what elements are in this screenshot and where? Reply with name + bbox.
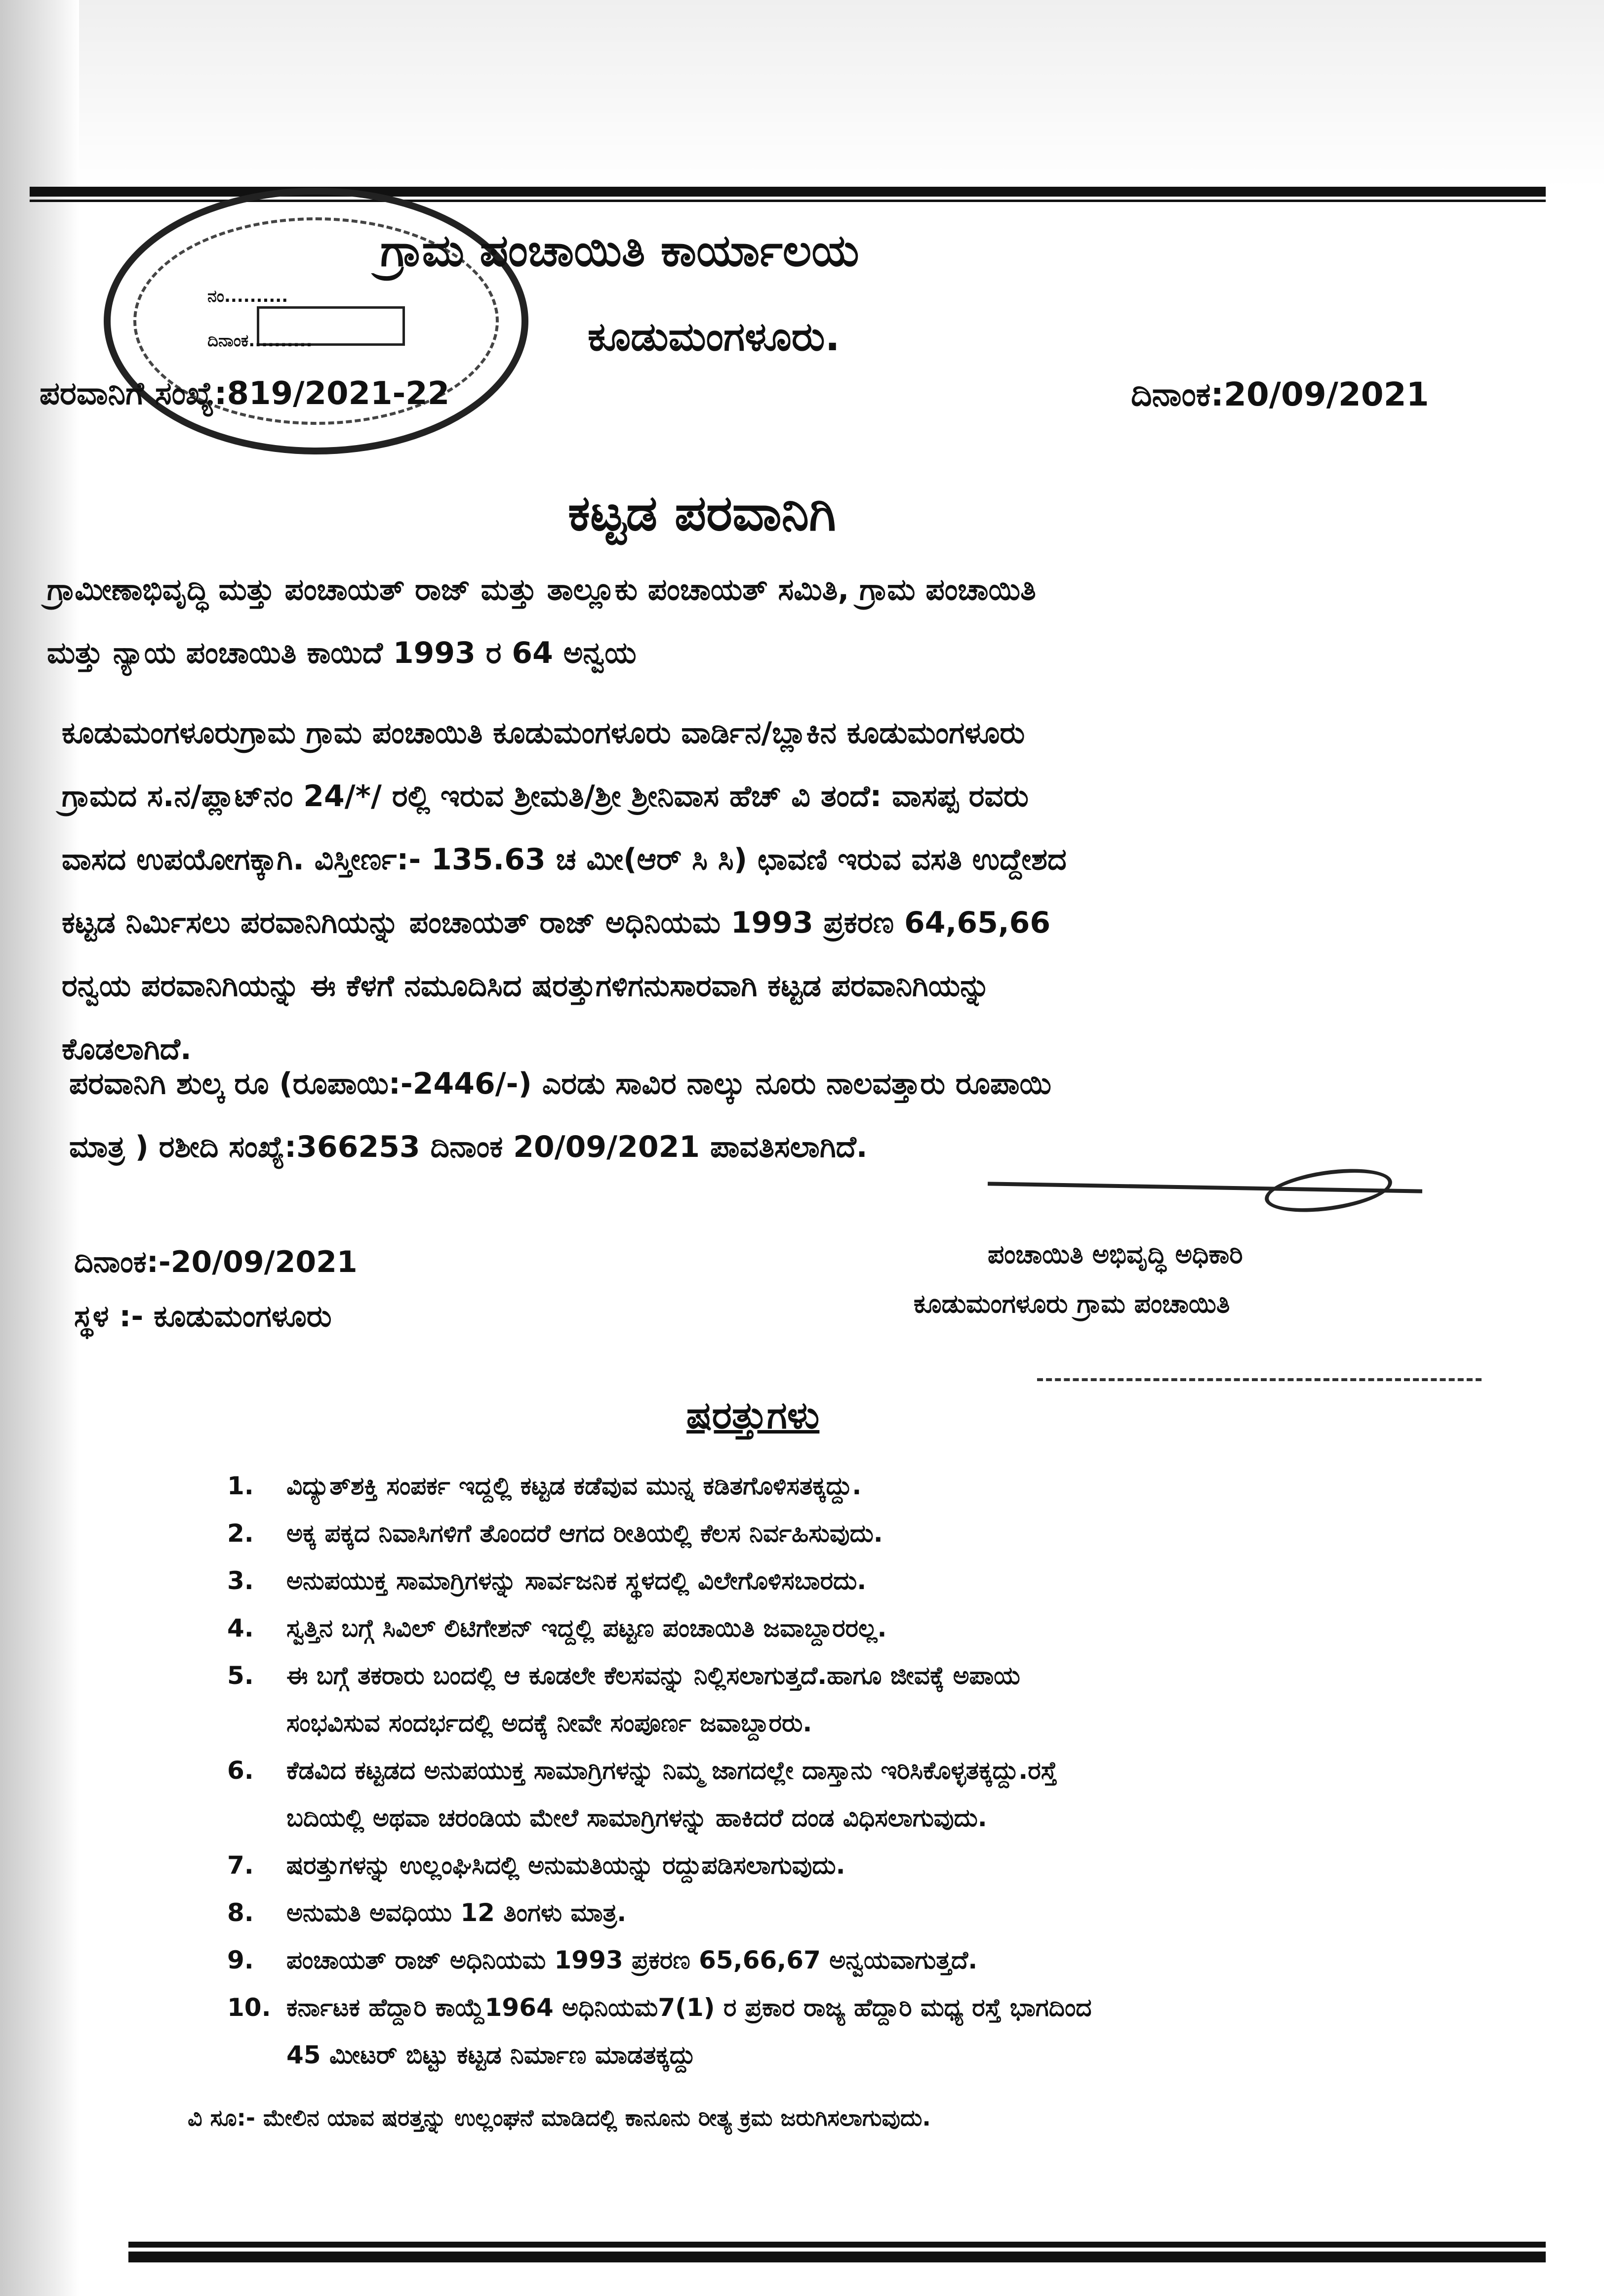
paragraph-line: ಕೂಡುಮಂಗಳೂರುಗ್ರಾಮ ಗ್ರಾಮ ಪಂಚಾಯಿತಿ ಕೂಡುಮಂಗಳೂರು ವಾರ್ಡಿನ/ಬ್ಲಾಕಿನ ಕೂಡುಮಂಗಳೂರು: [62, 716, 1025, 750]
condition-number: 7.: [227, 1851, 254, 1880]
condition-number: 8.: [227, 1898, 254, 1927]
seal-date-line: ದಿನಾಂಕ..........: [207, 331, 313, 351]
document-title: ಕಟ್ಟಡ ಪರವಾನಿಗಿ: [568, 484, 836, 542]
signature-dotted-line: [1037, 1378, 1482, 1381]
footer-date: ದಿನಾಂಕ:-20/09/2021: [74, 1245, 358, 1279]
condition-item: [227, 1889, 1092, 1936]
reference-number: ಪರವಾನಿಗೆ ಸಂಖ್ಯೆ:819/2021-22: [40, 375, 450, 412]
condition-text: ಅಕ್ಕ ಪಕ್ಕದ ನಿವಾಸಿಗಳಿಗೆ ತೊಂದರೆ ಆಗದ ರೀತಿಯಲ್ಲಿ ಕೆಲಸ ನಿರ್ವಹಿಸುವುದು.: [286, 1519, 883, 1548]
condition-item: [227, 1462, 1092, 1510]
paragraph-line: ವಾಸದ ಉಪಯೋಗಕ್ಕಾಗಿ. ವಿಸ್ತೀರ್ಣ:- 135.63 ಚ ಮೀ(ಆರ್ ಸಿ ಸಿ) ಛಾವಣಿ ಇರುವ ವಸತಿ ಉದ್ದೇಶದ: [62, 842, 1067, 877]
condition-item: [227, 1747, 1092, 1842]
paragraph-line: ಕಟ್ಟಡ ನಿರ್ಮಿಸಲು ಪರವಾನಿಗಿಯನ್ನು ಪಂಚಾಯತ್ ರಾಜ್ ಅಧಿನಿಯಮ 1993 ಪ್ರಕರಣ 64,65,66: [62, 905, 1051, 940]
issue-date: ದಿನಾಂಕ:20/09/2021: [1131, 375, 1429, 413]
paragraph-line: ಮತ್ತು ನ್ಯಾಯ ಪಂಚಾಯಿತಿ ಕಾಯಿದೆ 1993 ರ 64 ಅನ್ವಯ: [47, 636, 637, 670]
condition-number: 9.: [227, 1946, 254, 1974]
condition-text-continued: ಸಂಭವಿಸುವ ಸಂದರ್ಭದಲ್ಲಿ ಅದಕ್ಕೆ ನೀವೇ ಸಂಪೂರ್ಣ ಜವಾಬ್ದಾರರು.: [286, 1709, 812, 1737]
condition-text: ಪಂಚಾಯತ್ ರಾಜ್ ಅಧಿನಿಯಮ 1993 ಪ್ರಕರಣ 65,66,67 ಅನ್ವಯವಾಗುತ್ತದೆ.: [286, 1946, 978, 1974]
bottom-rule: [128, 2252, 1546, 2262]
condition-item: [227, 1604, 1092, 1652]
condition-text: ಅನುಪಯುಕ್ತ ಸಾಮಾಗ್ರಿಗಳನ್ನು ಸಾರ್ವಜನಿಕ ಸ್ಥಳದಲ್ಲಿ ವಿಲೇಗೊಳಿಸಬಾರದು.: [286, 1566, 867, 1595]
condition-item: [227, 1557, 1092, 1604]
condition-number: 1.: [227, 1472, 254, 1500]
condition-item: [227, 1842, 1092, 1889]
condition-number: 2.: [227, 1519, 254, 1548]
signatory-designation: ಪಂಚಾಯಿತಿ ಅಭಿವೃದ್ಧಿ ಅಧಿಕಾರಿ: [988, 1240, 1243, 1270]
signatory-office: ಕೂಡುಮಂಗಳೂರು ಗ್ರಾಮ ಪಂಚಾಯಿತಿ: [914, 1289, 1230, 1319]
condition-text: ಸ್ವತ್ತಿನ ಬಗ್ಗೆ ಸಿವಿಲ್ ಲಿಟಿಗೇಶನ್ ಇದ್ದಲ್ಲಿ ಪಟ್ಟಣ ಪಂಚಾಯಿತಿ ಜವಾಬ್ದಾರರಲ್ಲ.: [286, 1614, 887, 1642]
condition-text: ಕರ್ನಾಟಕ ಹೆದ್ದಾರಿ ಕಾಯ್ದೆ1964 ಅಧಿನಿಯಮ7(1) ರ ಪ್ರಕಾರ ರಾಜ್ಯ ಹೆದ್ದಾರಿ ಮಧ್ಯ ರಸ್ತೆ ಭಾಗದಿಂದ: [286, 1993, 1092, 2022]
condition-item: [227, 1984, 1092, 2079]
seal-number-line: ನಂ..........: [207, 287, 288, 306]
condition-number: 5.: [227, 1661, 254, 1690]
condition-text: ಷರತ್ತುಗಳನ್ನು ಉಲ್ಲಂಘಿಸಿದಲ್ಲಿ ಅನುಮತಿಯನ್ನು ರದ್ದುಪಡಿಸಲಾಗುವುದು.: [286, 1851, 845, 1880]
paragraph-permission: [62, 701, 1067, 1081]
scan-shadow-top: [0, 0, 1604, 188]
office-title: ಗ್ರಾಮ ಪಂಚಾಯಿತಿ ಕಾರ್ಯಾಲಯ: [380, 225, 859, 277]
paragraph-authority: [47, 558, 1036, 685]
condition-text: ವಿದ್ಯುತ್‌ಶಕ್ತಿ ಸಂಪರ್ಕ ಇದ್ದಲ್ಲಿ ಕಟ್ಟಡ ಕಡೆವುವ ಮುನ್ನ ಕಡಿತಗೊಳಿಸತಕ್ಕದ್ದು.: [286, 1472, 862, 1500]
condition-text: ಈ ಬಗ್ಗೆ ತಕರಾರು ಬಂದಲ್ಲಿ ಆ ಕೂಡಲೇ ಕೆಲಸವನ್ನು ನಿಲ್ಲಿಸಲಾಗುತ್ತದೆ.ಹಾಗೂ ಜೀವಕ್ಕೆ ಅಪಾಯ: [286, 1661, 1020, 1690]
condition-item: [227, 1936, 1092, 1984]
condition-number: 4.: [227, 1614, 254, 1642]
footnote: ವಿ ಸೂ:- ಮೇಲಿನ ಯಾವ ಷರತ್ತನ್ನು ಉಲ್ಲಂಘನೆ ಮಾಡಿದಲ್ಲಿ ಕಾನೂನು ರೀತ್ಯ ಕ್ರಮ ಜರುಗಿಸಲಾಗುವುದು.: [188, 2104, 931, 2131]
paragraph-fee: [69, 1052, 1051, 1179]
condition-text: ಅನುಮತಿ ಅವಧಿಯು 12 ತಿಂಗಳು ಮಾತ್ರ.: [286, 1898, 627, 1927]
scan-shadow-left: [0, 0, 79, 2296]
signature-loop: [1262, 1162, 1395, 1219]
paragraph-line: ಗ್ರಾಮೀಣಾಭಿವೃದ್ಧಿ ಮತ್ತು ಪಂಚಾಯತ್ ರಾಜ್ ಮತ್ತು ತಾಲ್ಲೂಕು ಪಂಚಾಯತ್ ಸಮಿತಿ, ಗ್ರಾಮ ಪಂಚಾಯಿತಿ: [47, 573, 1036, 607]
condition-text: ಕೆಡವಿದ ಕಟ್ಟಡದ ಅನುಪಯುಕ್ತ ಸಾಮಾಗ್ರಿಗಳನ್ನು ನಿಮ್ಮ ಜಾಗದಲ್ಲೇ ದಾಸ್ತಾನು ಇರಿಸಿಕೊಳ್ಳತಕ್ಕದ್ದು.ರಸ್ತೆ: [286, 1756, 1057, 1785]
bottom-rule-thin: [128, 2242, 1546, 2248]
paragraph-line: ಗ್ರಾಮದ ಸ.ನ/ಪ್ಲಾಟ್‌ನಂ 24/*/ ರಲ್ಲಿ ಇರುವ ಶ್ರೀಮತಿ/ಶ್ರೀ ಶ್ರೀನಿವಾಸ ಹೆಚ್ ವಿ ತಂದೆ: ವಾಸಪ್ಪ ರವರು: [62, 779, 1029, 814]
condition-item: [227, 1652, 1092, 1747]
condition-text-continued: 45 ಮೀಟರ್ ಬಿಟ್ಟು ಕಟ್ಟಡ ನಿರ್ಮಾಣ ಮಾಡತಕ್ಕದ್ದು: [286, 2041, 696, 2069]
conditions-list: [227, 1462, 1092, 2079]
condition-number: 3.: [227, 1566, 254, 1595]
office-place: ಕೂಡುಮಂಗಳೂರು.: [588, 314, 840, 360]
paragraph-line: ರನ್ವಯ ಪರವಾನಿಗಿಯನ್ನು ಈ ಕೆಳಗೆ ನಮೂದಿಸಿದ ಷರತ್ತುಗಳಿಗನುಸಾರವಾಗಿ ಕಟ್ಟಡ ಪರವಾನಿಗಿಯನ್ನು: [62, 969, 990, 1003]
condition-text-continued: ಬದಿಯಲ್ಲಿ ಅಥವಾ ಚರಂಡಿಯ ಮೇಲೆ ಸಾಮಾಗ್ರಿಗಳನ್ನು ಹಾಕಿದರೆ ದಂಡ ವಿಧಿಸಲಾಗುವುದು.: [286, 1804, 987, 1832]
condition-number: 10.: [227, 1993, 271, 2022]
footer-place: ಸ್ಥಳ :- ಕೂಡುಮಂಗಳೂರು: [74, 1299, 332, 1334]
paragraph-line: ಮಾತ್ರ ) ರಶೀದಿ ಸಂಖ್ಯೆ:366253 ದಿನಾಂಕ 20/09/2021 ಪಾವತಿಸಲಾಗಿದೆ.: [69, 1130, 868, 1164]
conditions-title: ಷರತ್ತುಗಳು: [686, 1393, 820, 1437]
condition-number: 6.: [227, 1756, 254, 1785]
condition-item: [227, 1510, 1092, 1557]
paragraph-line: ಪರವಾನಿಗಿ ಶುಲ್ಕ ರೂ (ರೂಪಾಯಿ:-2446/-) ಎರಡು ಸಾವಿರ ನಾಲ್ಕು ನೂರು ನಾಲವತ್ತಾರು ರೂಪಾಯಿ: [69, 1066, 1051, 1101]
paragraph-line: ಕೊಡಲಾಗಿದೆ.: [62, 1032, 192, 1066]
